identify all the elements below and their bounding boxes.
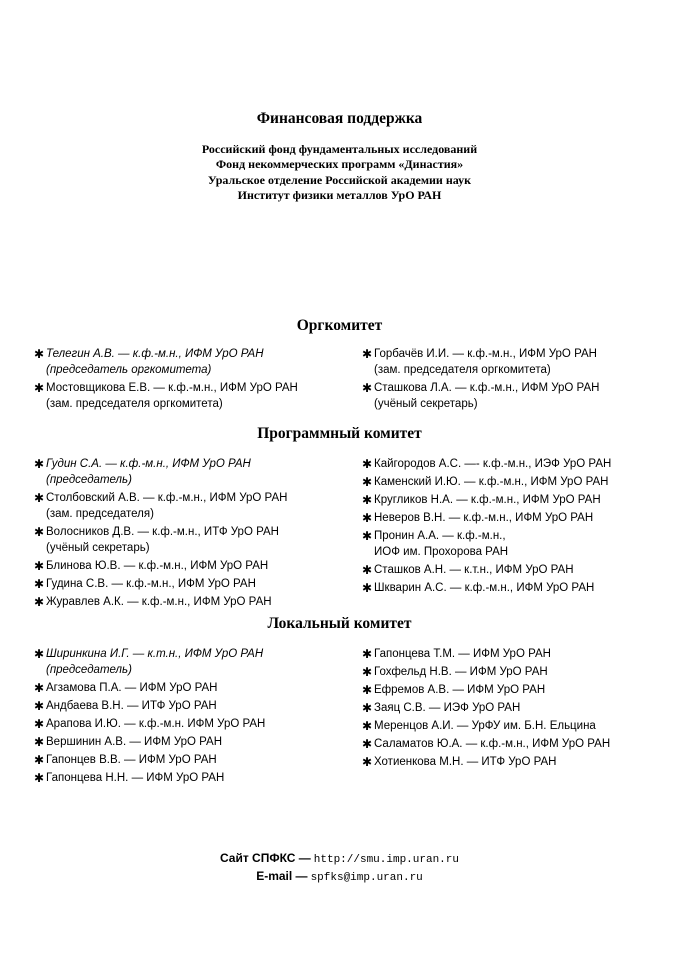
member-name-affiliation: Волосников Д.В. — к.ф.-м.н., ИТФ УрО РАН xyxy=(46,526,279,538)
member-name-affiliation: Гудин С.А. — к.ф.-м.н., ИФМ УрО РАН xyxy=(46,458,251,470)
committee-member xyxy=(362,492,652,508)
member-role: (учёный секретарь) xyxy=(374,398,478,410)
member-name-affiliation: Телегин А.В. — к.ф.-м.н., ИФМ УрО РАН xyxy=(46,348,264,360)
committee-member xyxy=(362,754,652,770)
bullet-icon: ✱ xyxy=(362,581,373,595)
member-name-affiliation: Кругликов Н.А. — к.ф.-м.н., ИФМ УрО РАН xyxy=(374,494,601,506)
bullet-icon: ✱ xyxy=(34,381,45,395)
member-role: (учёный секретарь) xyxy=(46,542,150,554)
committee-member xyxy=(362,474,652,490)
site-link[interactable]: http://smu.imp.uran.ru xyxy=(313,854,459,866)
bullet-icon: ✱ xyxy=(34,525,45,539)
member-role: (председатель) xyxy=(46,474,132,486)
bullet-icon: ✱ xyxy=(34,753,45,767)
program-left-column xyxy=(34,456,324,612)
program-committee-title: Программный комитет xyxy=(257,425,422,442)
member-name-affiliation: Гапонцев В.В. — ИФМ УрО РАН xyxy=(46,754,217,766)
committee-member xyxy=(362,682,652,698)
committee-member xyxy=(34,558,324,574)
email-link[interactable]: spfks@imp.uran.ru xyxy=(310,872,423,884)
bullet-icon: ✱ xyxy=(34,347,45,361)
member-name-affiliation: Пронин А.А. — к.ф.-м.н., xyxy=(374,530,506,542)
member-name-affiliation: Блинова Ю.В. — к.ф.-м.н., ИФМ УрО РАН xyxy=(46,560,269,572)
member-name-affiliation: Горбачёв И.И. — к.ф.-м.н., ИФМ УрО РАН xyxy=(374,348,597,360)
committee-member xyxy=(362,346,652,378)
committee-member xyxy=(362,562,652,578)
bullet-icon: ✱ xyxy=(362,457,373,471)
bullet-icon: ✱ xyxy=(34,595,45,609)
footer xyxy=(0,850,679,886)
committee-member xyxy=(34,490,324,522)
member-name-affiliation: Агзамова П.А. — ИФМ УрО РАН xyxy=(46,682,218,694)
member-name-affiliation: Ширинкина И.Г. — к.т.н., ИФМ УрО РАН xyxy=(46,648,264,660)
committee-member xyxy=(362,580,652,596)
committee-member xyxy=(34,770,324,786)
member-name-affiliation: Вершинин А.В. — ИФМ УрО РАН xyxy=(46,736,223,748)
committee-member xyxy=(34,594,324,610)
committee-member xyxy=(362,664,652,680)
committee-member xyxy=(34,524,324,556)
site-label: Сайт СПФКС — xyxy=(219,851,311,865)
site-line xyxy=(0,850,679,868)
committee-member xyxy=(34,646,324,678)
committee-member xyxy=(34,716,324,732)
committee-member xyxy=(362,380,652,412)
funding-line: Российский фонд фундаментальных исследований xyxy=(201,142,478,156)
member-name-affiliation: Саламатов Ю.А. — к.ф.-м.н., ИФМ УрО РАН xyxy=(374,738,611,750)
bullet-icon: ✱ xyxy=(34,699,45,713)
bullet-icon: ✱ xyxy=(362,737,373,751)
member-name-affiliation: Гапонцева Н.Н. — ИФМ УрО РАН xyxy=(46,772,225,784)
bullet-icon: ✱ xyxy=(34,457,45,471)
member-name-affiliation: Каменский И.Ю. — к.ф.-м.н., ИФМ УрО РАН xyxy=(374,476,609,488)
bullet-icon: ✱ xyxy=(34,647,45,661)
member-name-affiliation: Сташкова Л.А. — к.ф.-м.н., ИФМ УрО РАН xyxy=(374,382,600,394)
bullet-icon: ✱ xyxy=(34,735,45,749)
committee-member xyxy=(362,700,652,716)
member-name-affiliation: Хотиенкова М.Н. — ИТФ УрО РАН xyxy=(374,756,557,768)
local-right-column xyxy=(362,646,652,772)
member-name-affiliation: Андбаева В.Н. — ИТФ УрО РАН xyxy=(46,700,217,712)
bullet-icon: ✱ xyxy=(34,559,45,573)
member-role: ИОФ им. Прохорова РАН xyxy=(374,546,509,558)
committee-member xyxy=(34,734,324,750)
funding-line: Институт физики металлов УрО РАН xyxy=(237,187,442,202)
email-line xyxy=(0,868,679,886)
bullet-icon: ✱ xyxy=(362,683,373,697)
bullet-icon: ✱ xyxy=(362,719,373,733)
member-name-affiliation: Мостовщикова Е.В. — к.ф.-м.н., ИФМ УрО РАН xyxy=(46,382,298,394)
bullet-icon: ✱ xyxy=(34,681,45,695)
committee-member xyxy=(362,510,652,526)
member-name-affiliation: Гапонцева Т.М. — ИФМ УрО РАН xyxy=(374,648,551,660)
org-left-column xyxy=(34,346,324,414)
committee-member xyxy=(362,456,652,472)
org-committee-title: Оргкомитет xyxy=(296,317,383,334)
committee-member xyxy=(34,346,324,378)
bullet-icon: ✱ xyxy=(362,701,373,715)
bullet-icon: ✱ xyxy=(34,577,45,591)
bullet-icon: ✱ xyxy=(362,665,373,679)
member-name-affiliation: Неверов В.Н. — к.ф.-м.н., ИФМ УрО РАН xyxy=(374,512,594,524)
member-role: (зам. председателя оргкомитета) xyxy=(374,364,551,376)
member-name-affiliation: Заяц С.В. — ИЭФ УрО РАН xyxy=(374,702,521,714)
email-label: E-mail — xyxy=(256,869,308,883)
bullet-icon: ✱ xyxy=(34,491,45,505)
member-name-affiliation: Кайгородов А.С. —- к.ф.-м.н., ИЭФ УрО РАН xyxy=(374,458,612,470)
member-role: (председатель оргкомитета) xyxy=(46,364,212,376)
member-name-affiliation: Журавлев А.К. — к.ф.-м.н., ИФМ УрО РАН xyxy=(46,596,272,608)
bullet-icon: ✱ xyxy=(362,347,373,361)
committee-member xyxy=(362,718,652,734)
member-role: (зам. председателя) xyxy=(46,508,154,520)
funding-title: Финансовая поддержка xyxy=(256,110,423,127)
funding-line: Фонд некоммерческих программ «Династия» xyxy=(215,157,464,172)
committee-member xyxy=(34,680,324,696)
bullet-icon: ✱ xyxy=(362,529,373,543)
committee-member xyxy=(362,736,652,752)
member-name-affiliation: Ефремов А.В. — ИФМ УрО РАН xyxy=(374,684,546,696)
bullet-icon: ✱ xyxy=(362,563,373,577)
bullet-icon: ✱ xyxy=(362,381,373,395)
committee-member xyxy=(362,646,652,662)
committee-member xyxy=(34,380,324,412)
bullet-icon: ✱ xyxy=(362,755,373,769)
member-name-affiliation: Шкварин А.С. — к.ф.-м.н., ИФМ УрО РАН xyxy=(374,582,595,594)
bullet-icon: ✱ xyxy=(362,475,373,489)
bullet-icon: ✱ xyxy=(362,493,373,507)
member-name-affiliation: Сташков А.Н. — к.т.н., ИФМ УрО РАН xyxy=(374,564,574,576)
member-role: (зам. председателя оргкомитета) xyxy=(46,398,223,410)
committee-member xyxy=(362,528,652,560)
program-right-column xyxy=(362,456,652,598)
member-name-affiliation: Столбовский А.В. — к.ф.-м.н., ИФМ УрО РАН xyxy=(46,492,288,504)
committee-member xyxy=(34,456,324,488)
member-name-affiliation: Гохфельд Н.В. — ИФМ УрО РАН xyxy=(374,666,548,678)
committee-member xyxy=(34,576,324,592)
bullet-icon: ✱ xyxy=(362,647,373,661)
funding-list xyxy=(0,142,679,203)
funding-line: Уральское отделение Российской академии наук xyxy=(207,172,472,187)
committee-member xyxy=(34,698,324,714)
local-left-column xyxy=(34,646,324,788)
member-name-affiliation: Гудина С.В. — к.ф.-м.н., ИФМ УрО РАН xyxy=(46,578,256,590)
committee-member xyxy=(34,752,324,768)
member-role: (председатель) xyxy=(46,664,132,676)
bullet-icon: ✱ xyxy=(34,717,45,731)
bullet-icon: ✱ xyxy=(34,771,45,785)
member-name-affiliation: Меренцов А.И. — УрФУ им. Б.Н. Ельцина xyxy=(374,720,596,732)
org-right-column xyxy=(362,346,652,414)
member-name-affiliation: Арапова И.Ю. — к.ф.-м.н. ИФМ УрО РАН xyxy=(46,718,266,730)
bullet-icon: ✱ xyxy=(362,511,373,525)
local-committee-title: Локальный комитет xyxy=(267,615,412,632)
